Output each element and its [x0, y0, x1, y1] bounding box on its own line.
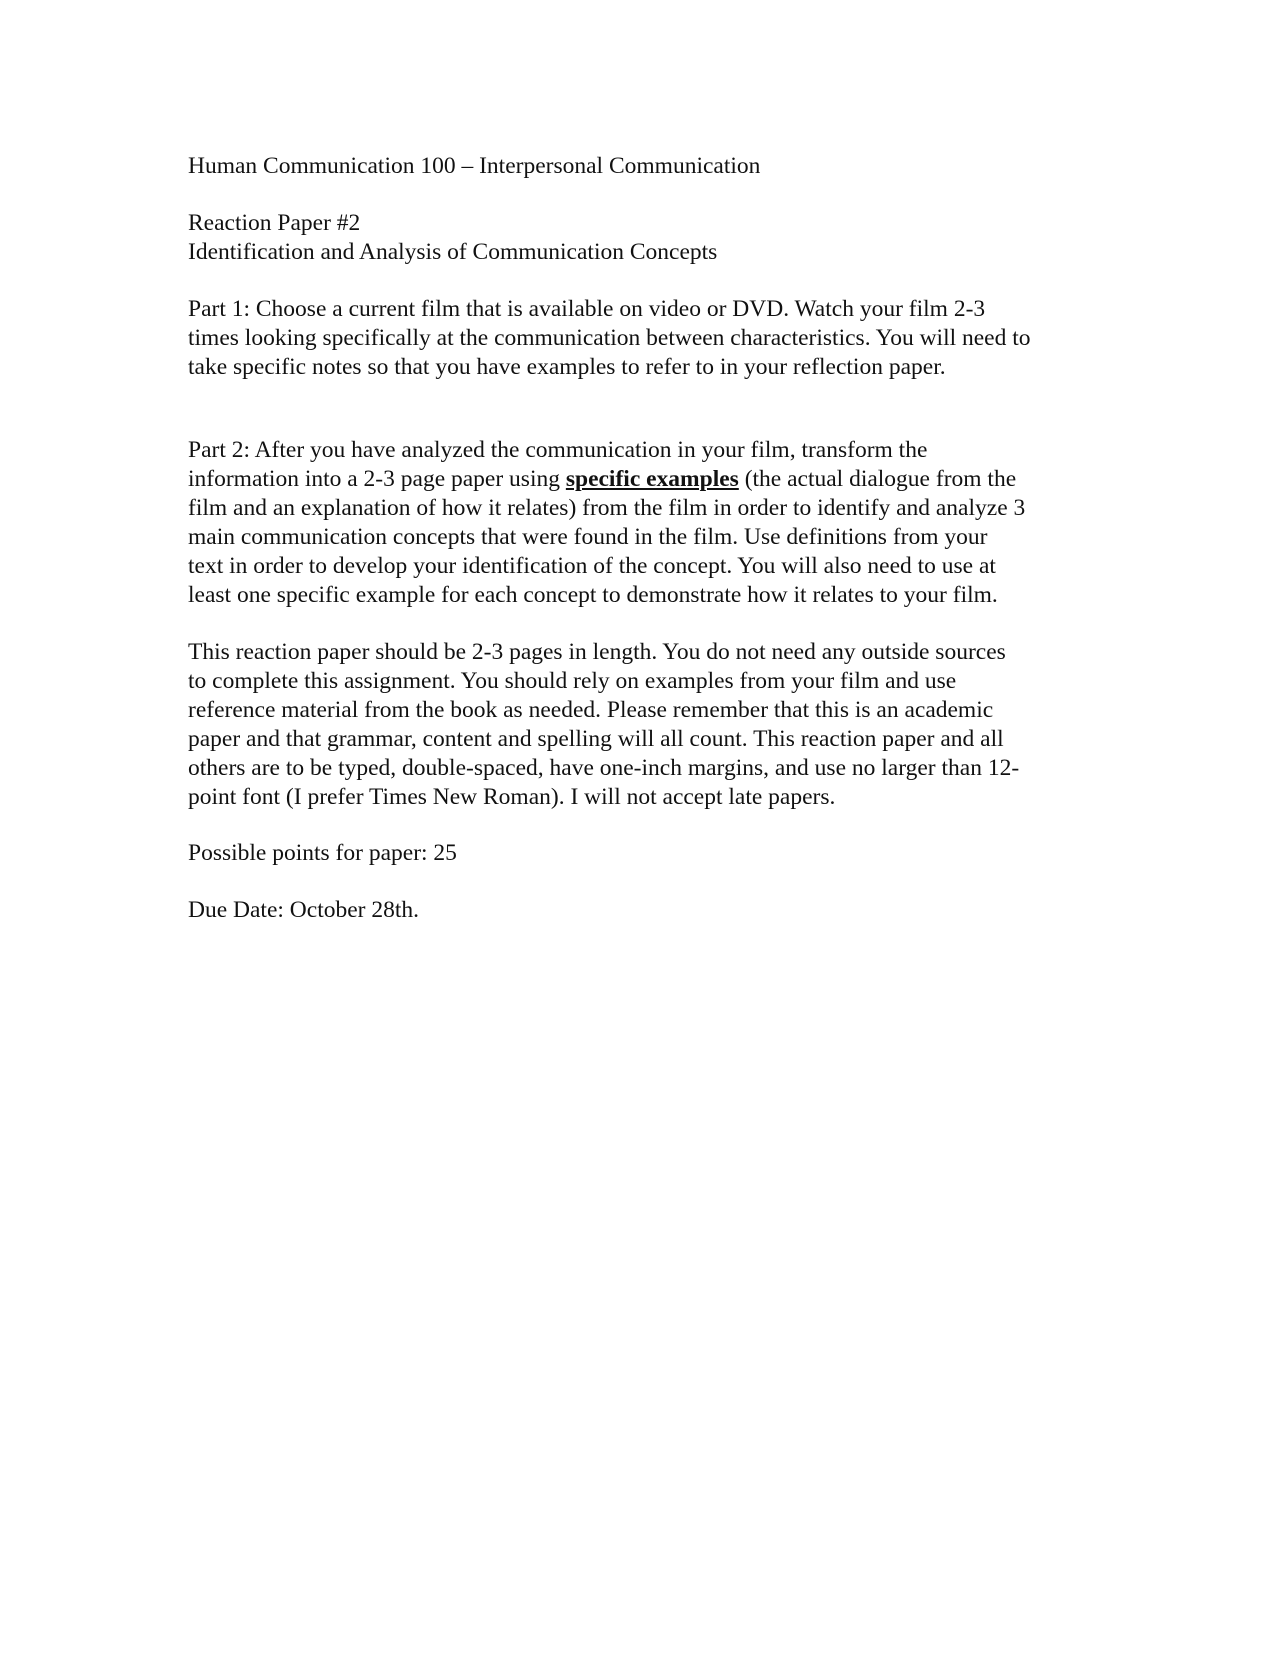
part1-paragraph: [188, 295, 1108, 382]
requirements-line: reference material from the book as needed. Please remember that this is an academic: [188, 697, 994, 723]
requirements-line: This reaction paper should be 2-3 pages in length. You do not need any outside sources: [188, 639, 1006, 665]
requirements-line: point font (I prefer Times New Roman). I will not accept late papers.: [188, 784, 836, 810]
paper-heading: [188, 209, 1108, 267]
course-title-text: Human Communication 100 – Interpersonal Communication: [188, 153, 761, 179]
paper-subtitle: Identification and Analysis of Communication Concepts: [188, 239, 718, 265]
part2-line: text in order to develop your identification of the concept. You will also need to use at: [188, 553, 996, 579]
part2-line: film and an explanation of how it relates) from the film in order to identify and analyze 3: [188, 495, 1026, 521]
points-line: [188, 839, 1108, 868]
requirements-paragraph: [188, 638, 1108, 812]
part1-line: times looking specifically at the communication between characteristics. You will need to: [188, 325, 1031, 351]
part2-line: [188, 465, 1108, 494]
part1-line: Part 1: Choose a current film that is available on video or DVD. Watch your film 2-3: [188, 296, 986, 322]
part2-line2-after: (the actual dialogue from the: [738, 466, 1017, 492]
specific-examples-emphasis: specific examples: [565, 466, 739, 492]
part2-paragraph: [188, 436, 1108, 610]
part1-line: take specific notes so that you have examples to refer to in your reflection paper.: [188, 354, 946, 380]
requirements-line: paper and that grammar, content and spelling will all count. This reaction paper and all: [188, 726, 1004, 752]
requirements-line: others are to be typed, double-spaced, have one-inch margins, and use no larger than 12-: [188, 755, 1020, 781]
due-date: Due Date: October 28th.: [188, 897, 420, 923]
possible-points: Possible points for paper: 25: [188, 840, 457, 866]
requirements-line: to complete this assignment. You should rely on examples from your film and use: [188, 668, 957, 694]
part2-line: least one specific example for each concept to demonstrate how it relates to your film.: [188, 582, 998, 608]
course-title: [188, 152, 1108, 181]
part2-line2-before: information into a 2-3 page paper using: [188, 466, 566, 492]
part2-line: main communication concepts that were found in the film. Use definitions from your: [188, 524, 988, 550]
part2-line: Part 2: After you have analyzed the communication in your film, transform the: [188, 437, 928, 463]
paper-title: Reaction Paper #2: [188, 210, 361, 236]
due-date-line: [188, 896, 1108, 925]
